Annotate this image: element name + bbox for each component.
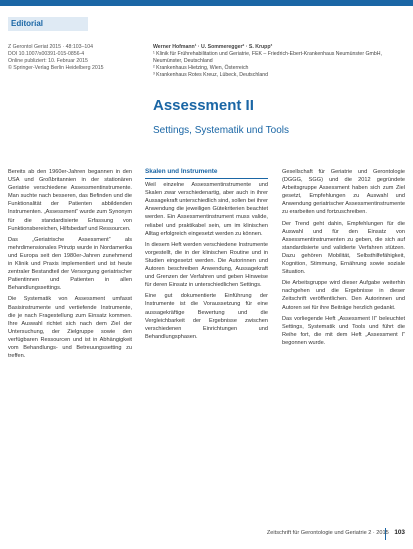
text-column-2 (145, 168, 268, 344)
section-rule (145, 178, 268, 179)
text-column-1 (8, 168, 132, 363)
paragraph: Bereits ab den 1960er-Jahren begannen in den USA und Großbritannien in der stationären Geriatrie verschiedene Assessmentinstrumente. Man suchte nach besseren, das Befinden und die Funktionalität der Patienten abbildenden Instrumenten. „Assessment“ wurde zum Synonym für die standardisierte Erfassung von Funktionsbereichen, Hilfsbedarf und Ressourcen. (8, 169, 132, 232)
paragraph: Das „Geriatrische Assessment“ als mehrdimensionales Prinzip wurde in Nordamerika und Europa seit den 1980er-Jahren zunehmend in Klinik und Praxis implementiert und ist heute zentraler Bestandteil der Versorgung geriatrischer Patientinnen und Patienten in allen Behandlungssettings. (8, 236, 132, 292)
affiliation-line: ¹ Klinik für Frührehabilitation und Geriatrie, FEK – Friedrich-Ebert-Krankenhaus Neumünster GmbH, (153, 51, 382, 57)
article-meta (8, 44, 132, 72)
section-tag: Editorial (8, 17, 88, 31)
journal-name: Zeitschrift für Gerontologie und Geriatrie 2 · 2015 (266, 530, 389, 536)
page-number: 103 (394, 529, 405, 536)
text-column-3 (282, 168, 405, 350)
paragraph: Die Arbeitsgruppe wird dieser Aufgabe weiterhin nachgehen und die Ergebnisse in dieser Zeitschrift veröffentlichen. Den Autorinnen und Autoren sei für ihre Beiträge herzlich gedankt. (282, 280, 405, 311)
affiliation-line: Neumünster, Deutschland (153, 58, 213, 64)
affiliation-line: ² Krankenhaus Hietzing, Wien, Österreich (153, 65, 249, 71)
article-title: Assessment II (153, 97, 254, 114)
paragraph: Weil einzelne Assessmentinstrumente und Skalen zwar verschiedenartig, aber auch in ihrer Aussagekraft unterschiedlich sind, sollen bei ihrer Anwendung die jeweiligen Gütekriterien beachtet werden. Ein Assessmentinstrument muss valide, reliabel und praktikabel sein, um im klinischen Alltag erfolgreich eingesetzt werden zu können. (145, 182, 268, 237)
article-subtitle: Settings, Systematik und Tools (153, 125, 289, 136)
paragraph: Gesellschaft für Geriatrie und Gerontologie (DGGG, SGG) und die 2012 gegründete Arbeitsgruppe Assessment haben sich zum Ziel gesetzt, Empfehlungen zu Auswahl und Anwendung geriatrischer Assessmentinstrumente zu erarbeiten und fortzuschreiben. (282, 169, 405, 216)
meta-line: © Springer-Verlag Berlin Heidelberg 2015 (8, 65, 104, 71)
affiliation-line: ³ Krankenhaus Rotes Kreuz, Lübeck, Deutschland (153, 72, 269, 78)
meta-line: Online publiziert: 10. Februar 2015 (8, 58, 88, 64)
paragraph: Eine gut dokumentierte Einführung der Instrumente ist die Voraussetzung für eine aussagekräftige Bewertung und die Vergleichbarkeit der Ergebnisse zwischen verschiedenen Einrichtungen und Behandlungsphasen. (145, 293, 268, 340)
section-heading: Skalen und Instrumente (145, 168, 218, 175)
paragraph: Der Trend geht dahin, Empfehlungen für die Auswahl und für den Einsatz von Assessmentinstrumenten zu geben, die sich auf standardisierte und validierte Verfahren stützen. Dazu gehören Mobilität, Selbsthilfefähigkeit, Kognition, Stimmung, Ernährung sowie soziale Situation. (282, 220, 405, 276)
author-block (153, 44, 403, 79)
paragraph: Die Systematik von Assessment umfasst Basisinstrumente und vertiefende Instrumente, die je nach Fragestellung zum Einsatz kommen. Ihre Auswahl richtet sich nach dem Ziel der Untersuchung, der Zielgruppe sowie den verfügbaren Ressourcen und ist in Abhängigkeit vom Behandlungs- und Betreuungssetting zu treffen. (8, 296, 132, 360)
meta-line: Z Gerontol Geriat 2015 · 48:103–104 (8, 44, 94, 50)
paragraph: Das vorliegende Heft „Assessment II“ beleuchtet Settings, Systematik und Tools und führt die Reihe fort, die mit dem Heft „Assessment I“ begonnen wurde. (282, 315, 405, 346)
author-names: Werner Hofmann¹ · U. Sommeregger² · S. Krupp³ (153, 44, 273, 50)
meta-line: DOI 10.1007/s00391-015-0856-4 (8, 51, 85, 57)
top-color-bar (0, 0, 413, 6)
page-footer (267, 529, 405, 536)
paragraph: In diesem Heft werden verschiedene Instrumente vorgestellt, die in der klinischen Routine und in Studien eingesetzt werden. Die Autorinnen und Autoren beschreiben Anwendung, Aussagekraft und Grenzen der Verfahren und geben Hinweise für deren Einsatz in unterschiedlichen Settings. (145, 241, 268, 289)
